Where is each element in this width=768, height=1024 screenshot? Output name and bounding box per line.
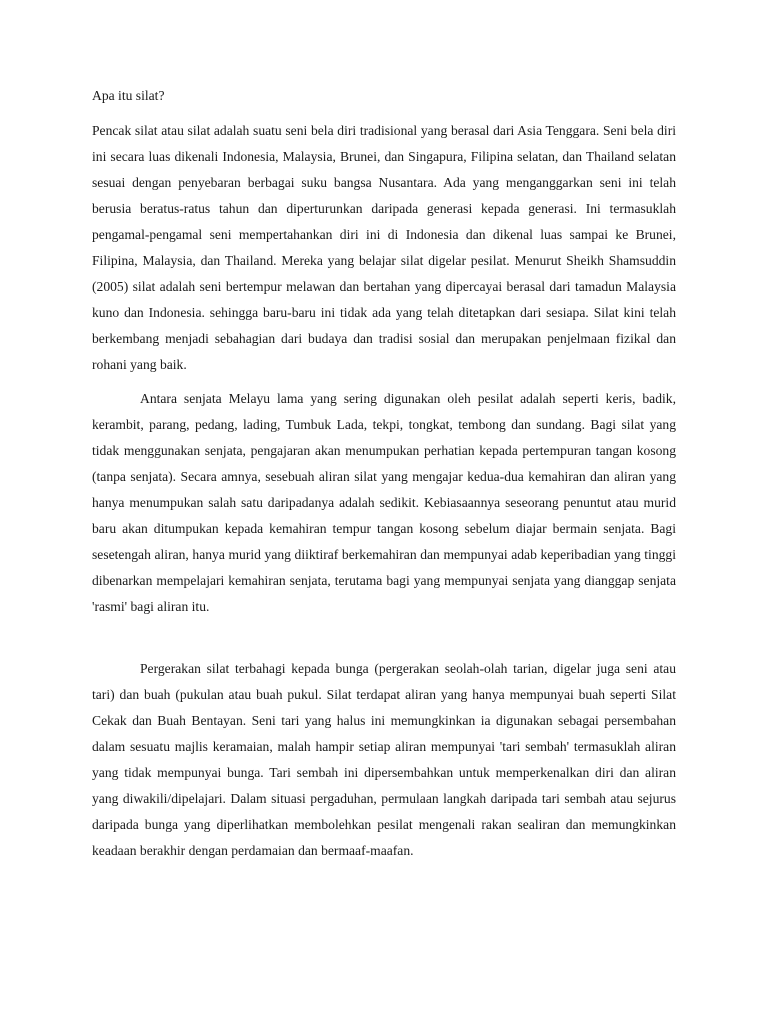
paragraph-silat-movements: Pergerakan silat terbahagi kepada bunga (pergerakan seolah-olah tarian, digelar juga seni atau tari) dan buah (pukulan atau buah pukul. Silat terdapat aliran yang hanya mempunyai buah seperti Silat Cekak dan Buah Bentayan. Seni tari yang halus ini memungkinkan ia digunakan sebagai persembahan dalam sesuatu majlis keramaian, malah hampir setiap aliran mempunyai 'tari sembah' termasuklah aliran yang tidak mempunyai bunga. Tari sembah ini dipersembahkan untuk memperkenalkan diri dan aliran yang diwakili/dipelajari. Dalam situasi pergaduhan, permulaan langkah daripada tari sembah atau sejurus daripada bunga yang diperlihatkan membolehkan pesilat mengenali rakan sealiran dan memungkinkan keadaan berakhir dengan perdamaian dan bermaaf-maafan. [92,661,676,858]
paragraph-spacer [92,378,676,386]
document-page [92,86,676,864]
paragraph-what-is-silat: Pencak silat atau silat adalah suatu seni bela diri tradisional yang berasal dari Asia Tenggara. Seni bela diri ini secara luas dikenali Indonesia, Malaysia, Brunei, dan Singapura, Filipina selatan, dan Thailand selatan sesuai dengan penyebaran berbagai suku bangsa Nusantara. Ada yang menganggarkan seni ini telah berusia beratus-ratus tahun dan diperturunkan daripada generasi kepada generasi. Ini termasuklah pengamal-pengamal seni mempertahankan diri ini di Indonesia dan dikenal luas sampai ke Brunei, Filipina, Malaysia, dan Thailand. Mereka yang belajar silat digelar pesilat. Menurut Sheikh Shamsuddin (2005) silat adalah seni bertempur melawan dan bertahan yang dipercayai berasal dari tamadun Malaysia kuno dan Indonesia. sehingga baru-baru ini tidak ada yang telah ditetapkan dari sesiapa. Silat kini telah berkembang menjadi sebahagian dari budaya dan tradisi sosial dan merupakan penjelmaan fizikal dan rohani yang baik. [92,123,676,372]
document-heading: Apa itu silat? [92,88,165,103]
paragraph-spacer [92,620,676,656]
paragraph-malay-weapons: Antara senjata Melayu lama yang sering digunakan oleh pesilat adalah seperti keris, badik, kerambit, parang, pedang, lading, Tumbuk Lada, tekpi, tongkat, tembong dan sundang. Bagi silat yang tidak menggunakan senjata, pengajaran akan menumpukan perhatian kepada pertempuran tangan kosong (tanpa senjata). Secara amnya, sesebuah aliran silat yang mengajar kedua-dua kemahiran dan aliran yang hanya menumpukan salah satu daripadanya adalah sedikit. Kebiasaannya seseorang penuntut atau murid baru akan ditumpukan kepada kemahiran tempur tangan kosong sebelum diajar bermain senjata. Bagi sesetengah aliran, hanya murid yang diiktiraf berkemahiran dan mempunyai adab keperibadian yang tinggi dibenarkan mempelajari kemahiran senjata, terutama bagi yang mempunyai senjata yang dianggap senjata 'rasmi' bagi aliran itu. [92,391,676,614]
